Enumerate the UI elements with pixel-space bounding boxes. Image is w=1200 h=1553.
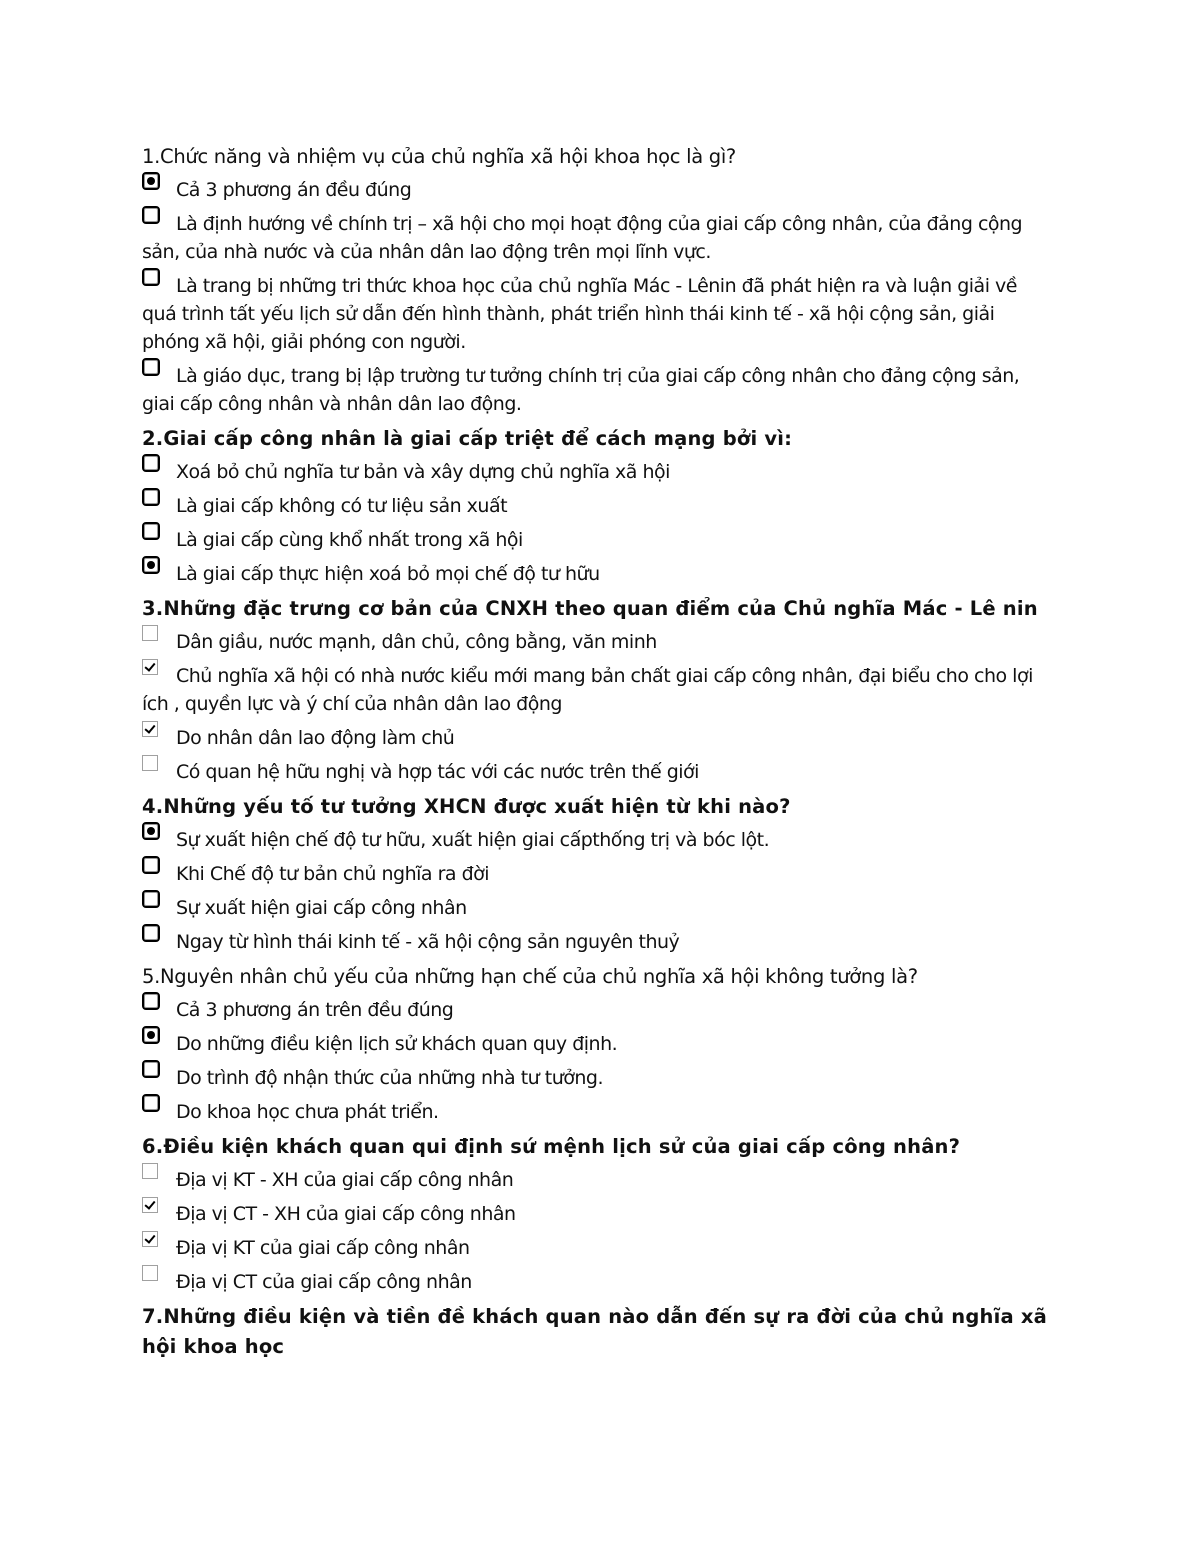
option-label: Ngay từ hình thái kinh tế - xã hội cộng sản nguyên thuỷ (176, 931, 680, 953)
question-1-option-4[interactable] (142, 362, 1047, 418)
option-label: Là giáo dục, trang bị lập trường tư tưởng chính trị của giai cấp công nhân cho đảng cộng sản, giai cấp công nhân và nhân dân lao động. (142, 365, 1020, 415)
question-5-option-2[interactable] (142, 1030, 1047, 1058)
checkbox-icon[interactable] (142, 1265, 158, 1281)
radio-button-icon[interactable] (142, 1094, 160, 1112)
question-1-title: 1.Chức năng và nhiệm vụ của chủ nghĩa xã hội khoa học là gì? (142, 145, 736, 168)
option-label: Địa vị KT của giai cấp công nhân (176, 1237, 470, 1259)
question-4-option-3[interactable] (142, 894, 1047, 922)
checkbox-checked-icon[interactable] (142, 721, 158, 737)
option-label: Cả 3 phương án trên đều đúng (176, 999, 454, 1021)
option-label: Sự xuất hiện giai cấp công nhân (176, 897, 467, 919)
question-2-title: 2.Giai cấp công nhân là giai cấp triệt để cách mạng bởi vì: (142, 427, 793, 450)
option-label: Sự xuất hiện chế độ tư hữu, xuất hiện giai cấpthống trị và bóc lột. (176, 829, 770, 851)
option-label: Do khoa học chưa phát triển. (176, 1101, 439, 1123)
option-label: Là giai cấp cùng khổ nhất trong xã hội (176, 529, 523, 551)
radio-button-icon[interactable] (142, 488, 160, 506)
question-3-title: 3.Những đặc trưng cơ bản của CNXH theo quan điểm của Chủ nghĩa Mác - Lê nin (142, 597, 1038, 620)
checkbox-icon[interactable] (142, 1163, 158, 1179)
option-label: Dân giầu, nước mạnh, dân chủ, công bằng, văn minh (176, 631, 657, 653)
radio-button-checked-icon[interactable] (142, 172, 160, 190)
question-4-option-4[interactable] (142, 928, 1047, 956)
option-label: Cả 3 phương án đều đúng (176, 179, 412, 201)
question-6-option-3[interactable] (142, 1234, 1047, 1262)
question-3 (142, 594, 1047, 786)
question-5-title: 5.Nguyên nhân chủ yếu của những hạn chế của chủ nghĩa xã hội không tưởng là? (142, 965, 918, 988)
question-5-option-4[interactable] (142, 1098, 1047, 1126)
option-label: Do những điều kiện lịch sử khách quan quy định. (176, 1033, 618, 1055)
radio-button-icon[interactable] (142, 206, 160, 224)
question-3-option-4[interactable] (142, 758, 1047, 786)
question-2-option-3[interactable] (142, 526, 1047, 554)
question-1 (142, 142, 1047, 418)
checkbox-checked-icon[interactable] (142, 1231, 158, 1247)
question-2 (142, 424, 1047, 588)
option-label: Khi Chế độ tư bản chủ nghĩa ra đời (176, 863, 490, 885)
radio-button-icon[interactable] (142, 1060, 160, 1078)
option-label: Địa vị CT - XH của giai cấp công nhân (176, 1203, 516, 1225)
option-label: Chủ nghĩa xã hội có nhà nước kiểu mới mang bản chất giai cấp công nhân, đại biểu cho cho lợi ích , quyền lực và ý chí của nhân dân lao động (142, 665, 1033, 715)
option-label: Là giai cấp thực hiện xoá bỏ mọi chế độ tư hữu (176, 563, 600, 585)
radio-button-checked-icon[interactable] (142, 556, 160, 574)
question-6-option-1[interactable] (142, 1166, 1047, 1194)
question-1-option-2[interactable] (142, 210, 1047, 266)
radio-button-checked-icon[interactable] (142, 1026, 160, 1044)
question-2-option-2[interactable] (142, 492, 1047, 520)
radio-button-icon[interactable] (142, 268, 160, 286)
radio-button-icon[interactable] (142, 856, 160, 874)
checkbox-checked-icon[interactable] (142, 659, 158, 675)
question-1-option-3[interactable] (142, 272, 1047, 356)
radio-button-icon[interactable] (142, 522, 160, 540)
question-4-title: 4.Những yếu tố tư tưởng XHCN được xuất hiện từ khi nào? (142, 795, 791, 818)
question-3-option-3[interactable] (142, 724, 1047, 752)
option-label: Là định hướng về chính trị – xã hội cho mọi hoạt động của giai cấp công nhân, của đảng cộng sản, của nhà nước và của nhân dân lao động trên mọi lĩnh vực. (142, 213, 1023, 263)
checkbox-checked-icon[interactable] (142, 1197, 158, 1213)
radio-button-icon[interactable] (142, 890, 160, 908)
question-3-option-1[interactable] (142, 628, 1047, 656)
question-4 (142, 792, 1047, 956)
radio-button-icon[interactable] (142, 992, 160, 1010)
quiz-content (142, 142, 1047, 1366)
question-4-option-1[interactable] (142, 826, 1047, 854)
option-label: Là giai cấp không có tư liệu sản xuất (176, 495, 508, 517)
question-1-option-1[interactable] (142, 176, 1047, 204)
question-7 (142, 1302, 1047, 1362)
question-6-title: 6.Điều kiện khách quan qui định sứ mệnh lịch sử của giai cấp công nhân? (142, 1135, 961, 1158)
option-label: Có quan hệ hữu nghị và hợp tác với các nước trên thế giới (176, 761, 699, 783)
question-3-option-2[interactable] (142, 662, 1047, 718)
option-label: Do nhân dân lao động làm chủ (176, 727, 455, 749)
question-2-option-1[interactable] (142, 458, 1047, 486)
question-6 (142, 1132, 1047, 1296)
option-label: Xoá bỏ chủ nghĩa tư bản và xây dựng chủ nghĩa xã hội (176, 461, 670, 483)
radio-button-icon[interactable] (142, 454, 160, 472)
option-label: Địa vị CT của giai cấp công nhân (176, 1271, 472, 1293)
option-label: Là trang bị những tri thức khoa học của chủ nghĩa Mác - Lênin đã phát hiện ra và luận giải về quá trình tất yếu lịch sử dẫn đến hình thành, phát triển hình thái kinh tế - xã hội cộng sản, giải phóng xã hội, giải phóng con người. (142, 275, 1017, 353)
radio-button-icon[interactable] (142, 358, 160, 376)
question-5-option-1[interactable] (142, 996, 1047, 1024)
checkbox-icon[interactable] (142, 625, 158, 641)
question-6-option-4[interactable] (142, 1268, 1047, 1296)
option-label: Địa vị KT - XH của giai cấp công nhân (176, 1169, 514, 1191)
option-label: Do trình độ nhận thức của những nhà tư tưởng. (176, 1067, 604, 1089)
checkbox-icon[interactable] (142, 755, 158, 771)
question-4-option-2[interactable] (142, 860, 1047, 888)
radio-button-checked-icon[interactable] (142, 822, 160, 840)
question-5 (142, 962, 1047, 1126)
question-5-option-3[interactable] (142, 1064, 1047, 1092)
question-2-option-4[interactable] (142, 560, 1047, 588)
question-7-title: 7.Những điều kiện và tiền đề khách quan nào dẫn đến sự ra đời của chủ nghĩa xã hội khoa học (142, 1305, 1047, 1358)
question-6-option-2[interactable] (142, 1200, 1047, 1228)
radio-button-icon[interactable] (142, 924, 160, 942)
